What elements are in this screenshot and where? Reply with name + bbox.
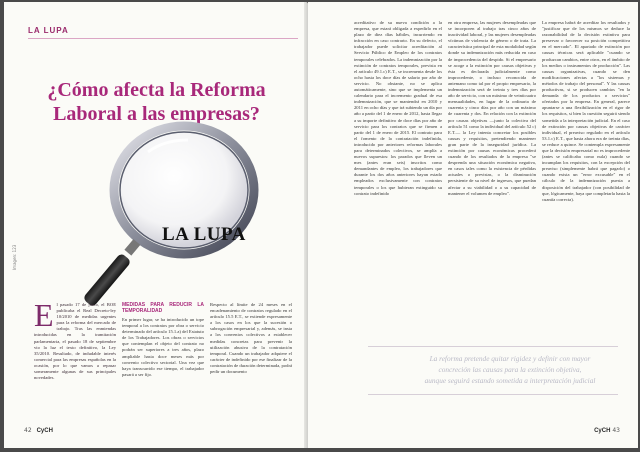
quote-rule-top (368, 346, 618, 347)
right-column-1 (354, 20, 442, 197)
headline: ¿Cómo afecta la Reforma Laboral a las empresas? (47, 79, 266, 125)
pull-quote-line-1: La reforma pretende quitar rigidez y definir con mayor (429, 354, 591, 363)
column-2 (122, 302, 204, 378)
magazine-brand: CyCH (36, 428, 53, 434)
right-column-3-text: La empresa habrá de acreditar los resultados y "justificar que de los mismos se deduce la razonabilidad de la decisión extintiva para preservar o favorecer su posición competitiva en el mercado". El apartado de extinción por causas técnicas será aplicable "cuando se produzcan cambios, entre otros, en el ámbito de los medios o instrumentos de producción". Las causas organizativas, cuando se den modificaciones afectas a "los sistemas y métodos de trabajo del personal". Y las causas productivas, si se producen cambios "en la demanda de los productos o servicios" ofertados por la empresa. En general, parece apuntarse a una flexibilización en el rigor de los requisitos, si bien la cuestión seguirá siendo sometida a la interpretación judicial. En el caso de extinción por causas objetivas de carácter individual, el preaviso regulado en el artículo 53.1.c) E.T., que hasta ahora era de treinta días, se reduce a quince. Se contempla expresamente que la decisión empresarial no es improcedente (antes se calificaba como nula) cuando se incumplan los requisitos, con la excepción del preaviso (simplemente habrá que pagarlo) o cuando exista un "error excusable" en el cálculo de la indemnización puesta a disposición del trabajador (con posibilidad de que, lógicamente, haya que completarla hasta la cuantía correcta). (542, 20, 631, 202)
section-rule (28, 38, 298, 39)
intro-text: l pasado 17 de junio, el BOE publicaba el Real Decreto-ley 10/2010 de medidas urgentes para la reforma del mercado de trabajo. Tras las enmiendas introducidas en la tramitación parlamentaria, el pasado 18 de septiembre vio la luz el texto definitivo, la Ley 35/2010. Resultado, de indudable interés comercial para las empresas españolas en la ocasión, por lo que vamos a repasar someramente algunas de sus principales novedades. (34, 302, 116, 381)
pull-quote-line-3: aunque seguirá estando sometida a interpretación judicial (424, 376, 596, 385)
right-column-2 (448, 20, 536, 197)
page-number: 43 (612, 427, 620, 434)
pull-quote-line-2: concreción las causas para la extinción objetiva, (438, 365, 582, 374)
article-title: LA LUPA (162, 224, 246, 245)
column-3 (210, 302, 292, 375)
intro-column (34, 297, 116, 381)
dropcap: E (34, 297, 54, 333)
quote-rule-bottom (368, 394, 618, 395)
right-page (308, 2, 638, 448)
column-heading: MEDIDAS PARA REDUCIR LA TEMPORALIDAD (122, 302, 204, 314)
section-tag: LA LUPA (28, 26, 69, 35)
right-footer (594, 427, 620, 434)
column-2-text: En primer lugar, se ha introducido un tope temporal a los contratos por obra o servicio determinado del artículo 15.1.a) del Estatuto de los Trabajadores. Los obras o servicios que contemplan el objeto del contrato no podrán ser superiores a tres años, plazo ampliable hasta doce meses más por convenio colectivo sectorial. Una vez que haya transcurrido ese tiempo, el trabajador pasará a ser fijo. (122, 317, 204, 377)
photo-credit: Imagen: 123 (12, 244, 17, 270)
column-3-text: Respecto al límite de 24 meses en el encadenamiento de contratos regulado en el artículo 15.5 E.T., se extiende expresamente a los casos en los que la sucesión o subrogación empresarial y, además, se insta a los convenios colectivos a establecer medidas concretas para prevenir la utilización abusiva de la contratación temporal. Cuando un trabajador adquiere el carácter de indefinido por ese finalizar de la contratación de duración determinada, podrá pedir un documento (210, 302, 293, 375)
right-column-2-text: en otra empresa, las mujeres desempleadas que se incorporen al trabajo tras cinco años de inactividad laboral, y las mujeres desempleadas víctimas de violencia de género o de trata. La característica principal de esta modalidad según donde su indemnización más reducida en caso de improcedencia del despido. Si el empresario se acoge a la extinción por causas objetivas y ésta es declarada judicialmente como improcedente, o incluso reconocida de antemano como tal por el propio empresario, la indemnización será de treinta y tres días por año de servicio, con un máximo de veinticuatro mensualidades, en lugar de la ordinaria de cuarenta y cinco días por año con un máximo de cuarenta y dos. En relación con la extinción por causas objetivas —junto la colectiva del artículo 51 como la individual del artículo 52 c) E.T.— la Ley intenta concretar los posibles causas y requisitos, pretendiendo mantener gran parte de la inseguridad jurídica. La extinción por causas económicas procederá cuando de los resultados de la empresa "se desprenda una situación económica negativa, en casos tales como la existencia de pérdidas actuales o previstas, o la disminución persistente de su nivel de ingresos, que puedan afectar a su viabilidad o a su capacidad de mantener el volumen de empleo". (448, 20, 536, 196)
left-footer (24, 427, 53, 434)
magnifying-glass-image (64, 112, 264, 322)
left-page (4, 2, 308, 448)
magazine-brand: CyCH (594, 428, 611, 434)
right-column-3 (542, 20, 630, 203)
pull-quote (394, 353, 626, 386)
page-number: 42 (24, 427, 32, 434)
right-column-1-text: acreditativo de su nueva condición a la empresa, que estará obligada a expedirlo en el plazo de diez días hábiles, incurriendo en infracción en caso contrario. En su defecto, el trabajador puede solicitar acreditación al Servicio Público de Empleo de los contratos temporales celebrados. La indemnización por la extinción de contratos temporales, prevista en el artículo 49.1.c) E.T., se incrementa desde los ocho hasta los doce días de salario por año de servicio. No obstante, no se aplica automáticamente, sino que se implementa un calendario para el incremento gradual de esa indemnización, que se mantendrá en 2010 y 2011 en ocho días y que irá subiendo un día por año a partir del 1 de enero de 2012, hasta llegar a su importe definitivo de doce días por año de servicio para los contratos que se firmen a partir del 1 de enero de 2015. El contrato para el fomento de la contratación indefinida, introducido por anteriores reformas laborales para determinados colectivos, se amplía a nuevos supuestos: los parados que lleven un mes (antes eran seis) inscritos como demandantes de empleo, los trabajadores que durante los dos años anteriores hayan estado empleados exclusivamente con contratos temporales o los que hubieran extinguido su contrato indefinido (354, 20, 443, 196)
